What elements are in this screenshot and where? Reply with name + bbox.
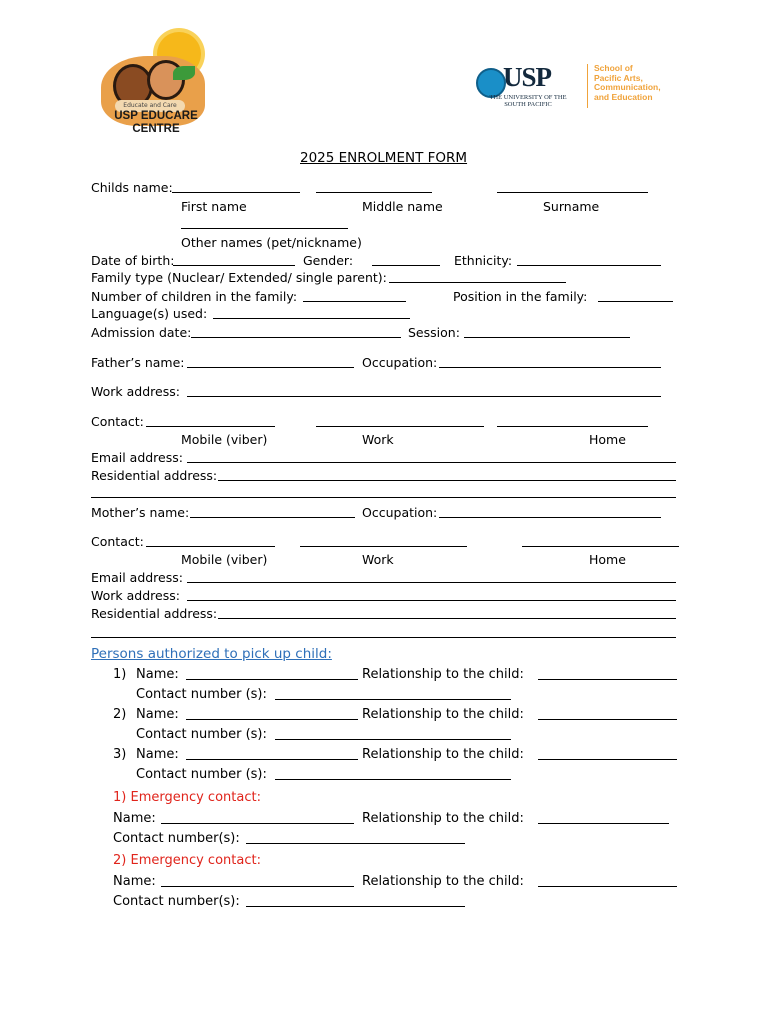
family-type-label: Family type (Nuclear/ Extended/ single parent): [91,270,387,285]
gender-field[interactable] [372,265,440,266]
emergency-1-name-field[interactable] [161,823,354,824]
pickup-1-name-field[interactable] [186,679,358,680]
session-field[interactable] [464,337,630,338]
mother-work-phone-field[interactable] [300,546,467,547]
father-contact-label: Contact: [91,414,144,429]
father-occupation-field[interactable] [439,367,661,368]
usp-wordmark: USP [503,62,552,92]
languages-label: Language(s) used: [91,306,208,321]
educare-name: USP EDUCARE CENTRE [114,110,198,135]
pickup-3-name-label: Name: [136,747,179,762]
school-name: School of Pacific Arts, Communication, and Education [594,63,661,102]
usp-logo [476,62,688,114]
num-children-field[interactable] [303,301,406,302]
father-home-caption: Home [589,432,626,447]
father-residential-field[interactable] [218,480,676,481]
father-work-phone-field[interactable] [316,426,484,427]
logo-divider [587,64,588,108]
mother-work-address-field[interactable] [187,600,676,601]
emergency-2-contact-field[interactable] [246,906,465,907]
usp-subtitle: THE UNIVERSITY OF THE SOUTH PACIFIC [489,94,567,108]
mother-email-field[interactable] [187,582,676,583]
pickup-1-name-label: Name: [136,667,179,682]
ethnicity-field[interactable] [517,265,661,266]
mother-residential-field[interactable] [218,618,676,619]
admission-field[interactable] [191,337,401,338]
father-home-phone-field[interactable] [497,426,648,427]
emergency-2-name-label: Name: [113,874,156,889]
pickup-1-relationship-label: Relationship to the child: [362,667,524,682]
first-name-field[interactable] [172,192,300,193]
father-residential-field-line2[interactable] [91,497,676,498]
mother-occupation-field[interactable] [439,517,661,518]
mother-residential-field-line2[interactable] [91,637,676,638]
pickup-1-number: 1) [113,667,127,682]
ethnicity-label: Ethnicity: [454,253,513,268]
mother-contact-label: Contact: [91,534,144,549]
leaf-graphic [173,66,195,80]
pickup-2-name-label: Name: [136,707,179,722]
emergency-2-relationship-label: Relationship to the child: [362,874,524,889]
surname-caption: Surname [543,199,600,214]
mother-occupation-label: Occupation: [362,505,438,520]
pickup-3-name-field[interactable] [186,759,358,760]
emergency-1-relationship-field[interactable] [538,823,669,824]
father-name-field[interactable] [187,367,354,368]
father-work-address-label: Work address: [91,384,180,399]
emergency-1-relationship-label: Relationship to the child: [362,811,524,826]
dob-label: Date of birth: [91,253,175,268]
father-email-label: Email address: [91,450,183,465]
pickup-3-number: 3) [113,747,127,762]
family-type-field[interactable] [389,282,566,283]
pickup-1-contact-field[interactable] [275,699,511,700]
middle-name-field[interactable] [316,192,432,193]
mother-mobile-field[interactable] [146,546,275,547]
session-label: Session: [408,325,460,340]
father-mobile-field[interactable] [146,426,275,427]
pickup-2-contact-label: Contact number (s): [136,727,267,742]
emergency-1-contact-field[interactable] [246,843,465,844]
father-email-field[interactable] [187,462,676,463]
mother-home-caption: Home [589,552,626,567]
middle-name-caption: Middle name [362,199,443,214]
emergency-2-contact-label: Contact number(s): [113,894,240,909]
usp-educare-logo [95,30,217,148]
position-field[interactable] [598,301,673,302]
father-residential-label: Residential address: [91,468,218,483]
form-title: 2025 ENROLMENT FORM [300,150,468,166]
mother-home-phone-field[interactable] [522,546,679,547]
mother-name-label: Mother’s name: [91,505,190,520]
pickup-3-contact-field[interactable] [275,779,511,780]
emergency-1-name-label: Name: [113,811,156,826]
pickup-3-relationship-field[interactable] [538,759,677,760]
mother-name-field[interactable] [190,517,355,518]
pickup-2-relationship-field[interactable] [538,719,677,720]
pickup-3-contact-label: Contact number (s): [136,767,267,782]
dob-field[interactable] [173,265,295,266]
other-names-field[interactable] [181,228,348,229]
pickup-1-relationship-field[interactable] [538,679,677,680]
pickup-heading: Persons authorized to pick up child: [91,646,332,662]
emergency-2-name-field[interactable] [161,886,354,887]
surname-field[interactable] [497,192,648,193]
first-name-caption: First name [181,199,247,214]
father-work-address-field[interactable] [187,396,661,397]
gender-label: Gender: [303,253,354,268]
pickup-2-relationship-label: Relationship to the child: [362,707,524,722]
pickup-2-number: 2) [113,707,127,722]
position-label: Position in the family: [453,289,588,304]
pickup-2-name-field[interactable] [186,719,358,720]
mother-email-label: Email address: [91,570,183,585]
mother-residential-label: Residential address: [91,606,218,621]
admission-label: Admission date: [91,325,192,340]
emergency-1-heading: 1) Emergency contact: [113,790,261,805]
emergency-1-contact-label: Contact number(s): [113,831,240,846]
father-name-label: Father’s name: [91,355,185,370]
mother-mobile-caption: Mobile (viber) [181,552,268,567]
mother-work-address-label: Work address: [91,588,180,603]
pickup-3-relationship-label: Relationship to the child: [362,747,524,762]
pickup-1-contact-label: Contact number (s): [136,687,267,702]
num-children-label: Number of children in the family: [91,289,298,304]
father-work-caption: Work [362,432,394,447]
other-names-caption: Other names (pet/nickname) [181,235,362,250]
emergency-2-relationship-field[interactable] [538,886,677,887]
childs-name-label: Childs name: [91,180,173,195]
emergency-2-heading: 2) Emergency contact: [113,853,261,868]
languages-field[interactable] [213,318,410,319]
father-mobile-caption: Mobile (viber) [181,432,268,447]
logo-ribbon: Educate and Care [115,100,185,112]
mother-work-caption: Work [362,552,394,567]
father-occupation-label: Occupation: [362,355,438,370]
pickup-2-contact-field[interactable] [275,739,511,740]
